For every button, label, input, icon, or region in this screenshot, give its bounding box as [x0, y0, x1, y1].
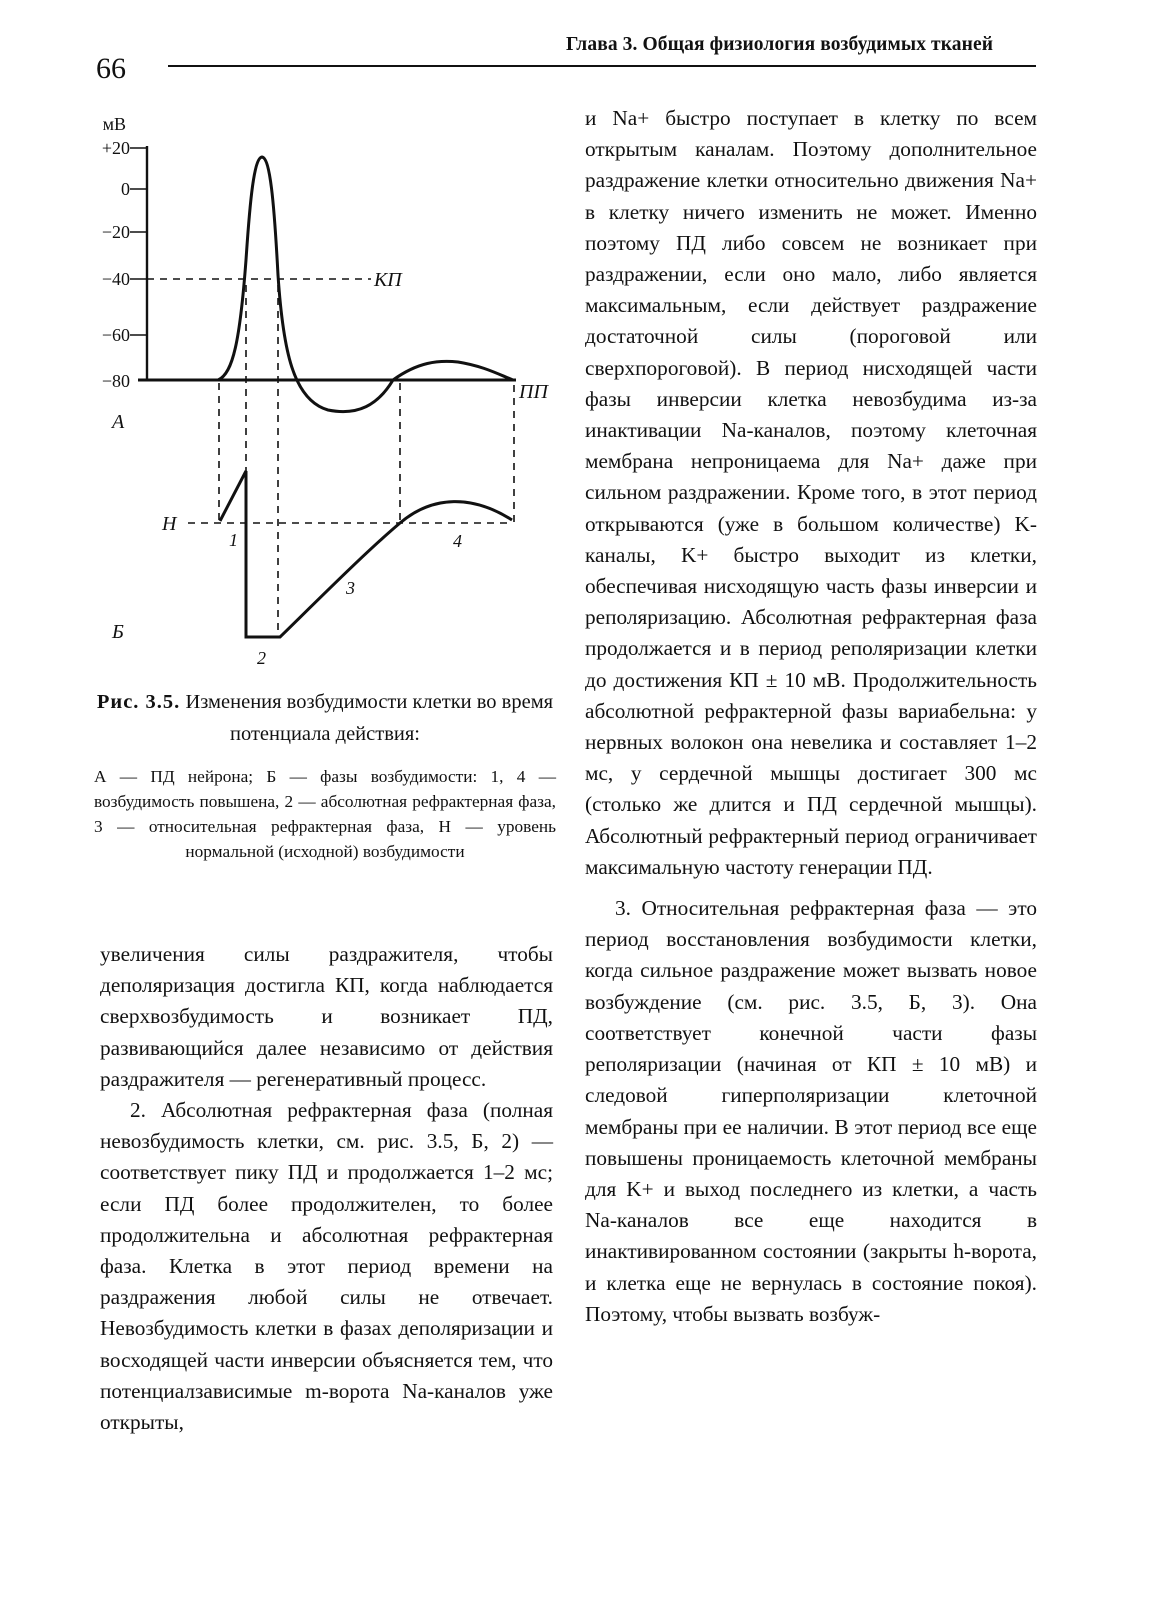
- action-potential-curve: [218, 157, 513, 412]
- panel-a-label: А: [112, 411, 125, 433]
- left-column: [100, 939, 553, 1438]
- page-number: 66: [96, 52, 126, 85]
- y-tick: +20: [101, 138, 130, 158]
- caption-legend: А — ПД нейрона; Б — фазы возбудимости: 1, 4 — возбудимость повышена, 2 — абсолютная рефрактерная фаза, 3 — относительная рефрактерная фаза, Н — уровень нормальной (исходной) возбудимости: [94, 767, 556, 861]
- phase-label: 2: [257, 648, 266, 668]
- h-label: Н: [162, 513, 177, 535]
- pp-label: ПП: [519, 381, 548, 403]
- y-tick: −40: [101, 269, 130, 289]
- kp-label: КП: [374, 269, 402, 291]
- caption-title: Изменения возбудимости клетки во время потенциала действия:: [185, 691, 554, 745]
- unit-label: мВ: [102, 114, 126, 134]
- y-tick: 0: [121, 179, 130, 199]
- y-tick: −80: [101, 371, 130, 391]
- right-paragraph: и Na+ быстро поступает в клетку по всем открытым каналам. Поэтому дополнительное раздражение клетки относительно движения Na+ в клетку ничего изменить не может. Именно поэтому ПД либо совсем не возникает при раздражении, если оно мало, либо является максимальным, если действует раздражение достаточной силы (пороговой или сверхпороговой). В период нисходящей части фазы инверсии клетка невозбудима из-за инактивации Na-каналов, поэтому клеточная мембрана непроницаема для Na+ даже при сильном раздражении. Кроме того, в этот период открываются (уже в большом количестве) K-каналы, K+ быстро выходит из клетки, обеспечивая нисходящую часть фазы инверсии и реполяризацию. Абсолютная рефрактерная фаза продолжается и в период реполяризации клетки до достижения КП ± 10 мВ. Продолжительность абсолютной рефрактерной фазы вариабельна: у нервных волокон она невелика и составляет 1–2 мс, у сердечной мышцы достигает 300 мс (столько же длится и ПД сердечной мышцы). Абсолютный рефрактерный период ограничивает максимальную частоту генерации ПД.: [585, 106, 1037, 879]
- right-paragraph: 3. Относительная рефрактерная фаза — это период восстановления возбудимости клетки, когда сильное раздражение может вызвать новое возбуждение (см. рис. 3.5, Б, 3). Она соответствует конечной части фазы реполяризации (начиная от КП ± 10 мВ) и следовой гиперполяризации клеточной мембраны при ее наличии. В этот период все еще повышены проницаемость клеточной мембраны для K+ и выход последнего из клетки, а часть Na-каналов все еще находится в инактивированном состоянии (закрыты h-ворота, и клетка еще не вернулась в состояние покоя). Поэтому, чтобы вызвать возбуж-: [585, 896, 1037, 1326]
- phase-label: 3: [346, 578, 355, 598]
- phase-label: 1: [229, 530, 238, 550]
- y-tick: −20: [101, 222, 130, 242]
- caption-title-block: [94, 686, 556, 750]
- caption-label: Рис. 3.5.: [96, 691, 181, 713]
- phase-label: 4: [453, 531, 462, 551]
- figure-3-5: [88, 100, 558, 685]
- right-column: [585, 103, 1037, 1330]
- figure-svg: [88, 100, 558, 680]
- excitability-curve: [220, 471, 512, 637]
- panel-b-label: Б: [112, 621, 124, 643]
- running-head: Глава 3. Общая физиология возбудимых тканей: [566, 34, 994, 55]
- y-tick: −60: [101, 325, 130, 345]
- left-paragraph: увеличения силы раздражителя, чтобы деполяризация достигла КП, когда наблюдается сверхвозбудимость и возникает ПД, развивающийся далее независимо от действия раздражителя — регенеративный процесс.: [100, 942, 553, 1091]
- figure-caption: [94, 686, 556, 864]
- left-paragraph: 2. Абсолютная рефрактерная фаза (полная невозбудимость клетки, см. рис. 3.5, Б, 2) — соответствует пику ПД и продолжается 1–2 мс; если ПД более продолжителен, то более продолжительна и абсолютная рефрактерная фаза. Клетка в этот период времени на раздражения любой силы не отвечает. Невозбудимость клетки в фазах деполяризации и восходящей части инверсии объясняется тем, что потенциалзависимые m-ворота Na-каналов уже открыты,: [100, 1098, 553, 1435]
- header-rule: [168, 65, 1036, 67]
